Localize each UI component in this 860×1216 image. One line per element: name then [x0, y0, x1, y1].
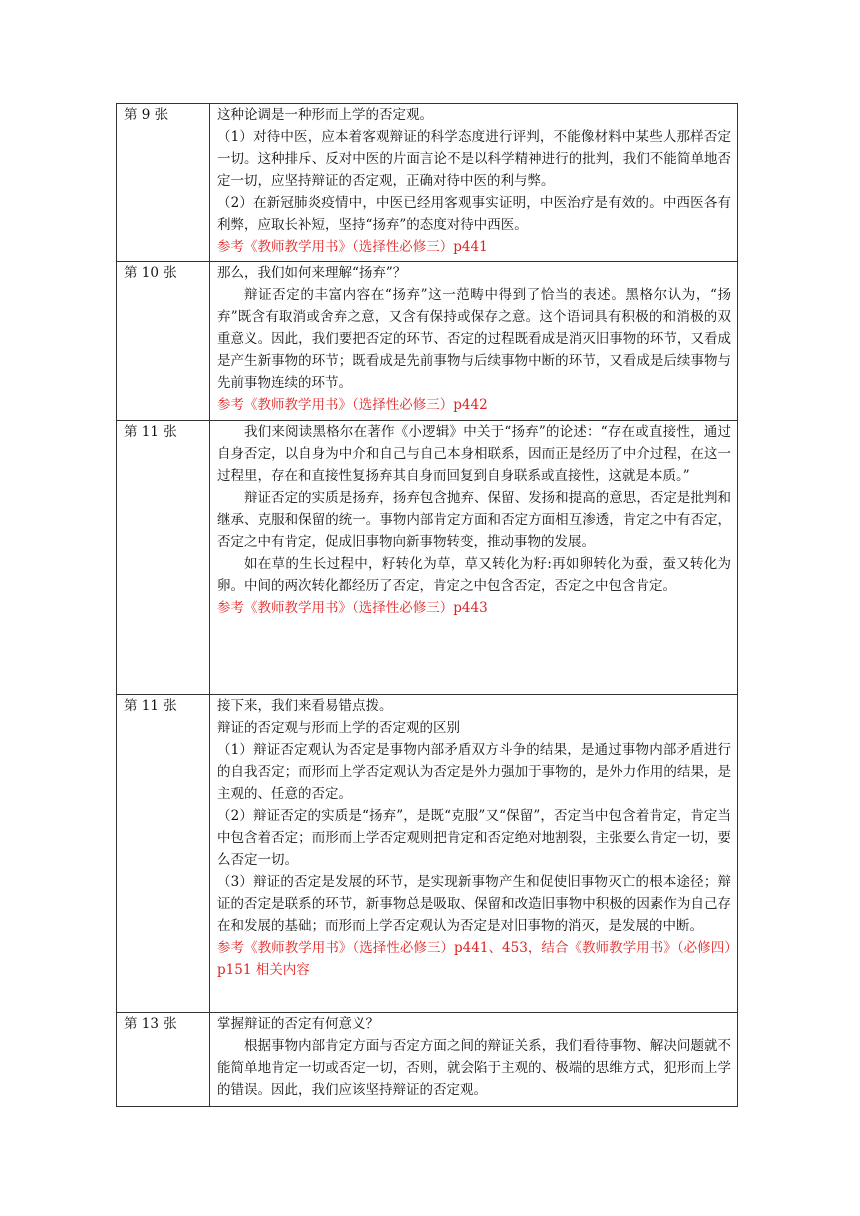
reference-note: 参考《教师教学用书》（选择性必修三）p443: [217, 600, 488, 616]
text-line: 这种论调是一种形而上学的否定观。: [217, 107, 433, 123]
reference-note: 参考《教师教学用书》（选择性必修三）p442: [217, 397, 488, 413]
slide-content: [210, 262, 738, 421]
table-row: [117, 695, 738, 1013]
text-line: 辩证否定的实质是扬弃，扬弃包含抛弃、保留、发扬和提高的意思，否定是批判和继承、克服和保留的统一。事物内部肯定方面和否定方面相互渗透，肯定之中有否定，否定之中有肯定，促成旧事物向新事物转变，推动事物的发展。: [217, 490, 731, 550]
text-line: （1）辩证否定观认为否定是事物内部矛盾双方斗争的结果，是通过事物内部矛盾进行的自我否定；而形而上学否定观认为否定是外力强加于事物的，是外力作用的结果，是主观的、任意的否定。: [217, 742, 731, 802]
slide-content: [210, 1013, 738, 1107]
slide-content: [210, 104, 738, 262]
slide-label: 第 10 张: [117, 262, 210, 421]
text-line: （2）在新冠肺炎疫情中，中医已经用客观事实证明，中医治疗是有效的。中西医各有利弊，应取长补短，坚持“扬弃”的态度对待中西医。: [217, 195, 731, 233]
slide-label: 第 11 张: [117, 421, 210, 695]
table-row: [117, 262, 738, 421]
text-line: 接下来，我们来看易错点拨。: [217, 698, 393, 714]
table-row: [117, 421, 738, 695]
text-line: （3）辩证的否定是发展的环节，是实现新事物产生和促使旧事物灭亡的根本途径；辩证的否定是联系的环节，新事物总是吸取、保留和改造旧事物中积极的因素作为自己存在和发展的基础；而形而上学否定观认为否定是对旧事物的消灭，是发展的中断。: [217, 874, 731, 934]
slide-label: 第 9 张: [117, 104, 210, 262]
reference-note: 参考《教师教学用书》（选择性必修三）p441、453，结合《教师教学用书》（必修四）p151 相关内容: [217, 940, 731, 978]
text-line: 根据事物内部肯定方面与否定方面之间的辩证关系，我们看待事物、解决问题就不能简单地肯定一切或否定一切，否则，就会陷于主观的、极端的思维方式，犯形而上学的错误。因此，我们应该坚持辩证的否定观。: [217, 1038, 731, 1098]
slide-content: [210, 421, 738, 695]
table-row: [117, 104, 738, 262]
text-line: 辩证的否定观与形而上学的否定观的区别: [217, 720, 460, 736]
slide-content: [210, 695, 738, 1013]
text-line: 如在草的生长过程中，籽转化为草，草又转化为籽:再如卵转化为蚕，蚕又转化为卵。中间的两次转化都经历了否定，肯定之中包含否定，否定之中包含肯定。: [217, 556, 731, 594]
reference-note: 参考《教师教学用书》（选择性必修三）p441: [217, 239, 488, 255]
slide-label: 第 13 张: [117, 1013, 210, 1107]
text-line: （2）辩证否定的实质是“扬弃”，是既“克服”又“保留”，否定当中包含着肯定，肯定当中包含着否定；而形而上学否定观则把肯定和否定绝对地割裂，主张要么肯定一切，要么否定一切。: [217, 808, 731, 868]
lesson-slide-table: [116, 103, 738, 1107]
text-line: 我们来阅读黑格尔在著作《小逻辑》中关于“扬弃”的论述：“存在或直接性，通过自身否定，以自身为中介和自己与自己本身相联系，因而正是经历了中介过程，在这一过程里，存在和直接性复扬弃其自身而回复到自身联系或直接性，这就是本质。”: [217, 424, 731, 484]
table-row: [117, 1013, 738, 1107]
slide-label: 第 11 张: [117, 695, 210, 1013]
text-line: （1）对待中医，应本着客观辩证的科学态度进行评判，不能像材料中某些人那样否定一切。这种排斥、反对中医的片面言论不是以科学精神进行的批判，我们不能简单地否定一切，应坚持辩证的否定观，正确对待中医的利与弊。: [217, 129, 731, 189]
text-line: 那么，我们如何来理解“扬弃”？: [217, 265, 407, 281]
text-line: 掌握辩证的否定有何意义？: [217, 1016, 379, 1032]
text-line: 辩证否定的丰富内容在“扬弃”这一范畴中得到了恰当的表述。黑格尔认为，“扬弃”既含有取消或舍弃之意，又含有保持或保存之意。这个语词具有积极的和消极的双重意义。因此，我们要把否定的环节、否定的过程既看成是消灭旧事物的环节，又看成是产生新事物的环节；既看成是先前事物与后续事物中断的环节，又看成是后续事物与先前事物连续的环节。: [217, 287, 731, 391]
